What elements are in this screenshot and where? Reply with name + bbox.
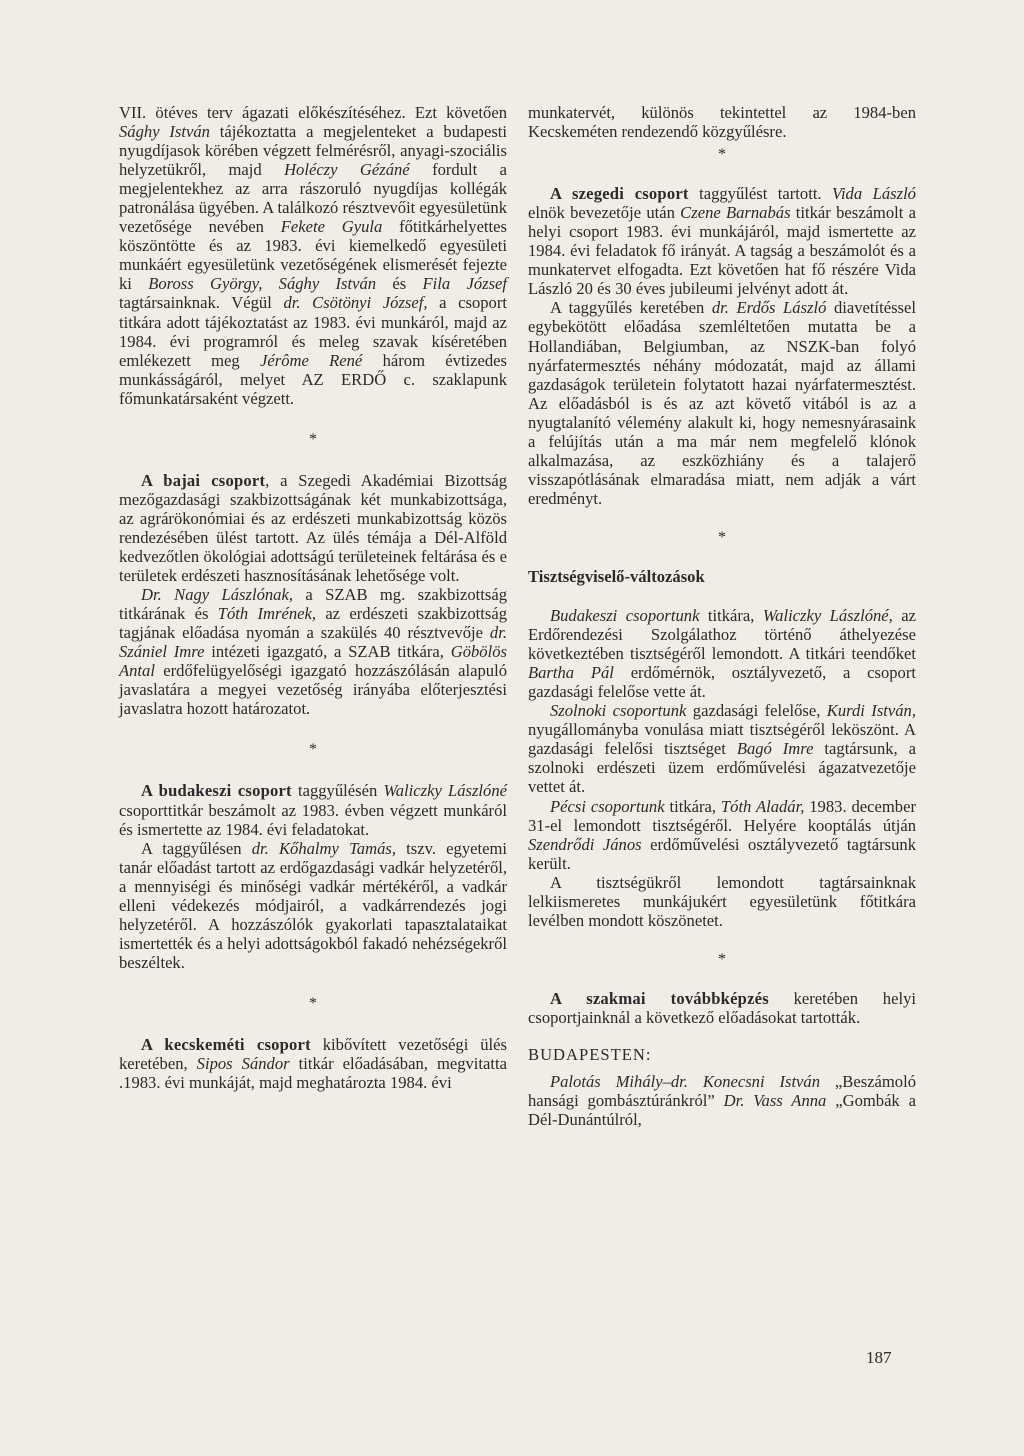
paragraph-budakeszi-csoport: A budakeszi csoport taggyűlésén Waliczky Lászlóné csoporttitkár beszámolt az 1983. évben végzett munkáról és ismertette az 1984. évi feladatokat. (119, 781, 508, 839)
person-name: Vida László (832, 184, 916, 204)
person-name: Waliczky Lászlóné, (762, 606, 893, 626)
paragraph-budakeszi-titkar: Budakeszi csoportunk titkára, Waliczky Lászlóné, az Erdőrendezési Szolgálathoz történő áthelyezése következtében tisztségéről lemondott. A titkári teendőket Bartha Pál erdőmérnök, osztályvezető, a csoport gazdasági felelőse vette át. (528, 606, 916, 702)
paragraph-nyarfatermesztes: A taggyűlés keretében dr. Erdős László diavetítéssel egybekötött előadása szemléltetően mutatta be a Hollandiában, Belgiumban, az NSZK-ban folyó nyárfatermesztés néhány módozatát, majd az állami gazdaságok területein folytatott hazai nyárfatermesztést. Az előadásból is és az azt követő vitából is az a nyugtalanító vélemény alakult ki, hogy nemesnyárasaink a felújítás után a ma már nem megfelelő klónok alkalmazása, az eszközhiány és a talajerő visszapótlásának elmaradása miatt, nem adják a várt eredményt. (528, 298, 916, 508)
person-name: Szolnoki csoportunk (550, 701, 687, 721)
page-number: 187 (866, 1348, 892, 1367)
person-name: Budakeszi csoportunk (550, 606, 700, 626)
right-column (528, 103, 916, 1129)
paragraph-vadkar-eloadas: A taggyűlésen dr. Kőhalmy Tamás, tszv. egyetemi tanár előadást tartott az erdőgazdasági vadkár helyzetéről, a mennyiségi és minőségi vadkár mértékéről, a vadkár elleni védekezés módjairól, a vadkárrendezés jogi helyzetéről. A hozzászólók gyakorlati tapasztalataikat ismertették és a helyi adottságokból fakadó nehézségekről beszéltek. (119, 838, 507, 972)
left-column (119, 103, 507, 1092)
paragraph-szegedi-csoport: A szegedi csoport taggyűlést tartott. Vida László elnök bevezetője után Czene Barnabás titkár beszámolt a helyi csoport 1983. évi munkájáról, majd ismertette az 1984. évi feladatok fő irányát. A tagság a beszámolót és a munkatervet elfogadta. Ezt követően hat fő részére Vida László 20 és 30 éves jubileumi jelvényt adott át. (528, 184, 916, 299)
person-name: dr. Kőhalmy Tamás, (251, 838, 396, 858)
paragraph-pecsi-csoport: Pécsi csoportunk titkára, Tóth Aladár, 1983. december 31-el lemondott tisztségéről. Helyére kooptálás útján Szendrődi János erdőművelési osztályvezető tagtársunk került. (528, 796, 916, 873)
person-name: Fekete Gyula (280, 217, 383, 237)
person-name: Sipos Sándor (196, 1054, 290, 1074)
person-name: dr. Erdős László (711, 298, 827, 318)
section-heading: A szakmai továbbképzés (550, 988, 769, 1008)
paragraph-kecskemeti-csoport: A kecskeméti csoport kibővített vezetőségi ülés keretében, Sipos Sándor titkár előadásában, megvitatta .1983. évi munkáját, majd meghatározta 1984. évi (119, 1034, 507, 1093)
section-heading: A kecskeméti csoport (141, 1034, 311, 1054)
person-name: Göbölös Antal (119, 642, 507, 681)
person-name: Dr. Vass Anna (723, 1091, 827, 1111)
section-heading: A bajai csoport (141, 470, 266, 490)
section-separator-star: * (309, 994, 317, 1012)
paragraph-szab: Dr. Nagy Lászlónak, a SZAB mg. szakbizottság titkárának és Tóth Imrének, az erdészeti szakbizottság tagjának előadása nyomán a szakülés 40 résztvevője dr. Szániel Imre intézeti igazgató, a SZAB titkára, Göbölös Antal erdőfelügyelőségi igazgató hozzászólásán alapuló javaslatára a megyei vezetőség irányába előterjesztési javaslatra hozott határozatot. (119, 585, 508, 719)
section-separator-star: * (309, 741, 317, 759)
section-separator-star: * (718, 528, 726, 546)
person-name: Dr. Nagy Lászlónak, (141, 585, 293, 605)
paragraph-eloadasok: Palotás Mihály–dr. Konecsni István „Beszámoló hansági gombásztúránkról” Dr. Vass Anna „Gombák a Dél-Dunántúlról, (528, 1072, 916, 1130)
paragraph-szakmai-tovabbkepzes: A szakmai továbbképzés keretében helyi csoportjainknál a következő előadásokat tartották. (528, 988, 916, 1027)
paragraph-bajai-csoport: A bajai csoport, a Szegedi Akadémiai Bizottság mezőgazdasági szakbizottságának két munkabizottsága, az agrárökonómiai és az erdészeti munkabizottság közös rendezésében ülést tartott. Az ülés témája a Dél-Alföld kedvezőtlen ökológiai adottságú területeinek feltárása és e területek erdészeti hasznosításának lehetősége volt. (119, 470, 507, 586)
city-heading: BUDAPESTEN: (528, 1044, 652, 1064)
person-name: Kurdi István, (826, 701, 917, 721)
person-name: Tóth Aladár, (720, 796, 805, 816)
person-name: Tóth Imrének, (217, 604, 317, 624)
person-name: Jérôme René (260, 350, 363, 370)
section-title: Tisztségviselő-változások (528, 566, 705, 586)
section-separator-star: * (309, 430, 317, 448)
person-name: Sághy István (119, 122, 210, 142)
person-name: Fila József (422, 274, 508, 294)
person-name: Czene Barnabás (680, 203, 791, 223)
section-heading: A budakeszi csoport (141, 781, 292, 801)
person-name: Palotás Mihály–dr. Konecsni István (550, 1072, 821, 1092)
section-separator-star: * (718, 950, 726, 968)
person-name: Pécsi csoportunk (550, 796, 665, 816)
paragraph-szolnoki-csoport: Szolnoki csoportunk gazdasági felelőse, Kurdi István, nyugállományba vonulása miatt tisztségéről leköszönt. A gazdasági felelősi tisztséget Bagó Imre tagtársunk, a szolnoki erdészeti üzem erdőművelési ágazatvezetője vettet át. (528, 701, 917, 797)
paragraph-kecskemeti-folytatas: munkatervét, különös tekintettel az 1984-ben Kecskeméten rendezendő közgyűlésre. (528, 103, 916, 142)
section-heading: A szegedi csoport (550, 184, 689, 204)
paragraph-nyugdijas-talalkozo: VII. ötéves terv ágazati előkészítéséhez. Ezt követően Sághy István tájékoztatta a megjelenteket a budapesti nyugdíjasok körében végzett felmérésről, anyagi-szociális helyzetükről, majd Holéczy Gézáné fordult a megjelentekhez az arra rászoruló nyugdíjas kollégák patronálása ügyében. A találkozó résztvevőit egyesületünk vezetősége nevében Fekete Gyula főtitkárhelyettes köszöntötte és az 1983. évi kiemelkedő egyesületi munkáért egyesületünk vezetőségének elismerését fejezte ki Boross György, Sághy István és Fila József tagtársainknak. Végül dr. Csötönyi József, a csoport titkára adott tájékoztatást az 1983. évi munkáról, majd az 1984. évi programról és meleg szavak kíséretében emlékezett meg Jérôme René három évtizedes munkásságáról, melyet AZ ERDŐ c. szaklapunk főmunkatársaként végzett. (119, 103, 508, 408)
person-name: dr. Csötönyi József, (283, 293, 428, 313)
person-name: dr. Szániel Imre (119, 623, 507, 662)
person-name: Boross György, Sághy István (148, 274, 377, 294)
person-name: Holéczy Gézáné (284, 160, 410, 180)
person-name: Waliczky Lászlóné (383, 781, 508, 801)
section-separator-star: * (718, 146, 726, 164)
person-name: Bagó Imre (736, 739, 814, 759)
paragraph-koszonet: A tisztségükről lemondott tagtársainknak lelkiismeretes munkájukért egyesületünk főtitkára levélben mondott köszönetet. (528, 872, 916, 930)
person-name: Bartha Pál (528, 663, 614, 683)
person-name: Szendrődi János (528, 834, 642, 854)
